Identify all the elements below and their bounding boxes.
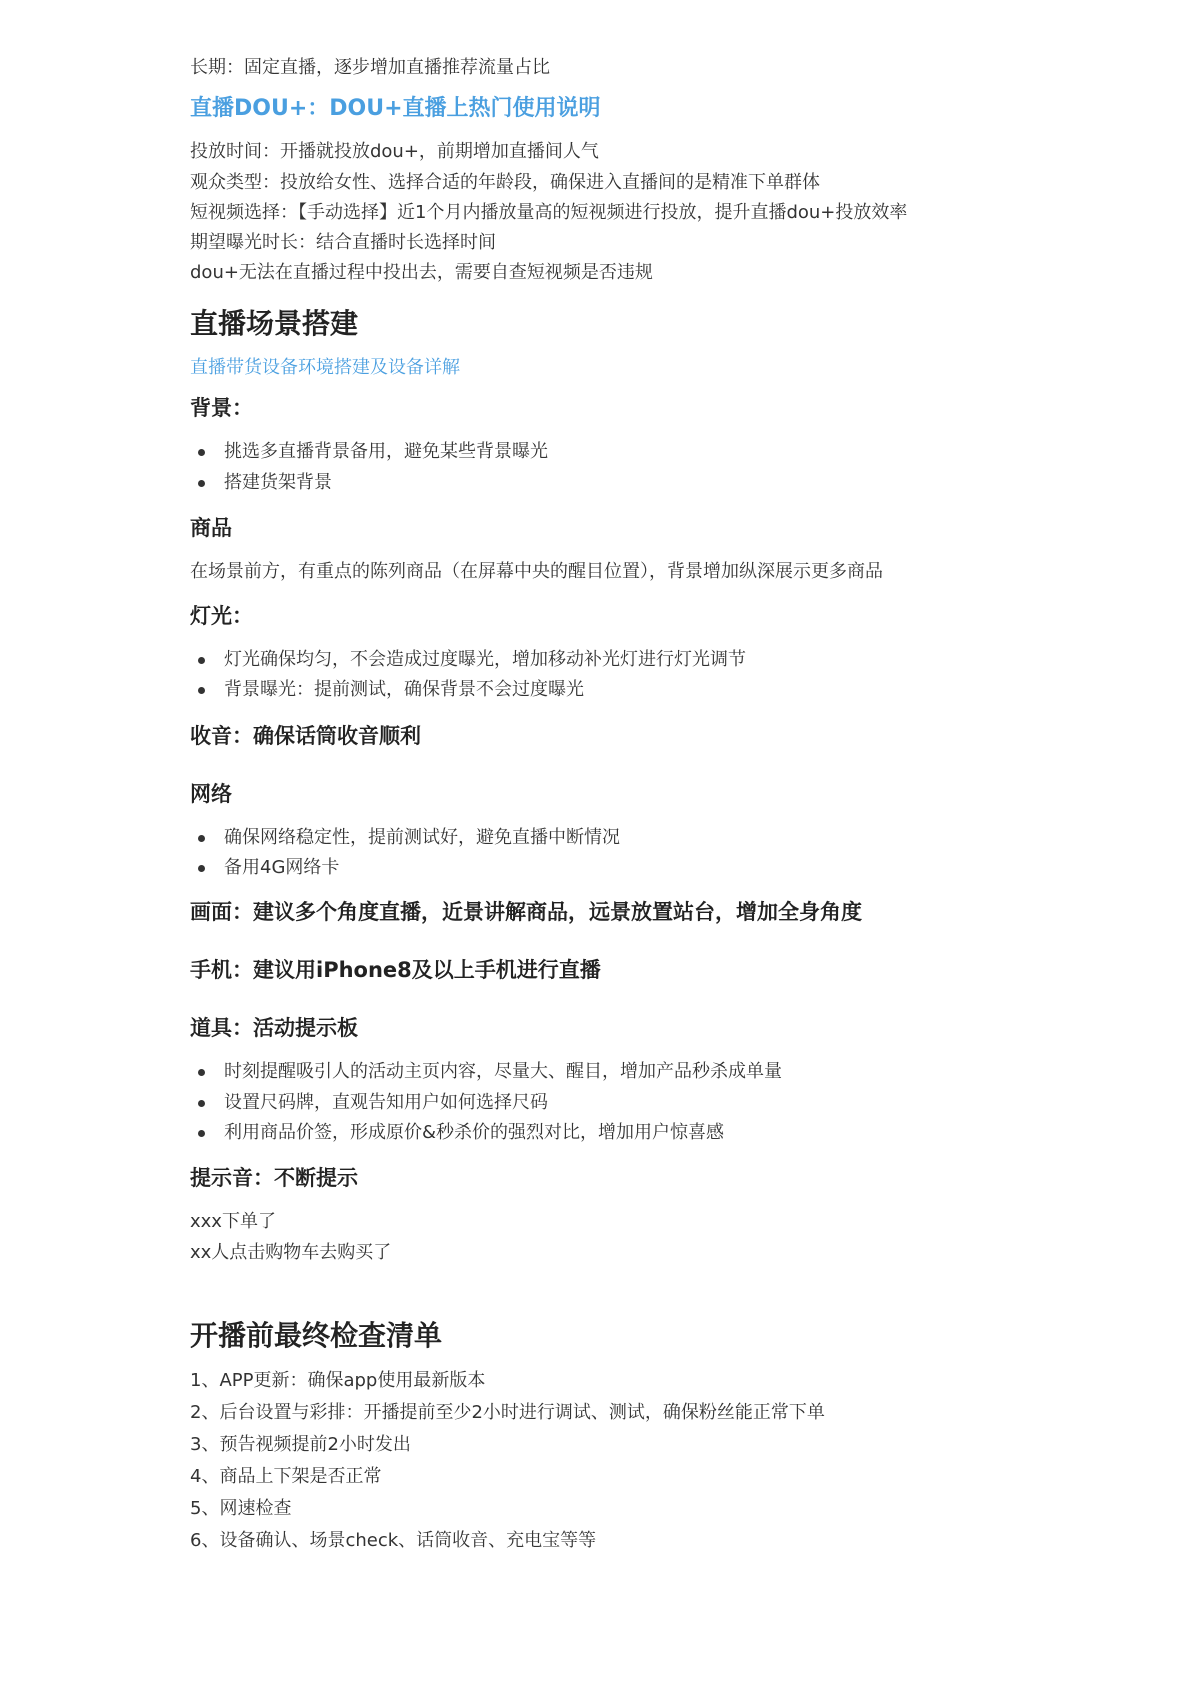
bullet-icon xyxy=(198,1130,205,1137)
list-item xyxy=(190,648,746,672)
audio-heading: 收音：确保话筒收音顺利 xyxy=(190,724,421,748)
picture-heading: 画面：建议多个角度直播，近景讲解商品，远景放置站台，增加全身角度 xyxy=(190,900,862,924)
checklist-item-preview: 3、预告视频提前2小时发出 xyxy=(190,1434,411,1455)
prompt-line-order: xxx下单了 xyxy=(190,1211,276,1232)
checklist-item-goods: 4、商品上下架是否正常 xyxy=(190,1466,382,1487)
prompt-line-cart: xx人点击购物车去购买了 xyxy=(190,1242,392,1263)
lighting-heading: 灯光： xyxy=(190,604,253,628)
list-item-text: 时刻提醒吸引人的活动主页内容，尽量大、醒目，增加产品秒杀成单量 xyxy=(224,1061,782,1082)
list-item xyxy=(190,1091,548,1115)
list-item xyxy=(190,1121,724,1145)
dou-line-video: 短视频选择：【手动选择】近1个月内播放量高的短视频进行投放，提升直播dou+投放效率 xyxy=(190,202,908,223)
goods-heading: 商品 xyxy=(190,516,232,540)
checklist-item-network: 5、网速检查 xyxy=(190,1498,292,1519)
list-item-text: 确保网络稳定性，提前测试好，避免直播中断情况 xyxy=(224,827,620,848)
list-item-text: 备用4G网络卡 xyxy=(224,857,340,878)
checklist-item-backend: 2、后台设置与彩排：开播提前至少2小时进行调试、测试，确保粉丝能正常下单 xyxy=(190,1402,825,1423)
list-item xyxy=(190,678,584,702)
dou-line-note: dou+无法在直播过程中投出去，需要自查短视频是否违规 xyxy=(190,262,653,283)
list-item-text: 挑选多直播背景备用，避免某些背景曝光 xyxy=(224,441,548,462)
bullet-icon xyxy=(198,480,205,487)
props-heading: 道具：活动提示板 xyxy=(190,1016,358,1040)
list-item xyxy=(190,826,620,850)
bullet-icon xyxy=(198,657,205,664)
dou-line-duration: 期望曝光时长：结合直播时长选择时间 xyxy=(190,232,496,253)
checklist-title: 开播前最终检查清单 xyxy=(190,1319,443,1352)
dou-heading-link[interactable]: 直播DOU+：DOU+直播上热门使用说明 xyxy=(190,96,601,121)
bullet-icon xyxy=(198,1069,205,1076)
goods-text: 在场景前方，有重点的陈列商品（在屏幕中央的醒目位置），背景增加纵深展示更多商品 xyxy=(190,561,883,582)
prompt-heading: 提示音：不断提示 xyxy=(190,1166,358,1190)
bullet-icon xyxy=(198,449,205,456)
list-item xyxy=(190,471,332,495)
list-item xyxy=(190,1060,782,1084)
list-item xyxy=(190,440,548,464)
checklist-item-app: 1、APP更新：确保app使用最新版本 xyxy=(190,1370,486,1391)
list-item-text: 灯光确保均匀，不会造成过度曝光，增加移动补光灯进行灯光调节 xyxy=(224,649,746,670)
dou-line-time: 投放时间：开播就投放dou+，前期增加直播间人气 xyxy=(190,141,599,162)
list-item-text: 搭建货架背景 xyxy=(224,472,332,493)
bullet-icon xyxy=(198,835,205,842)
list-item-text: 背景曝光：提前测试，确保背景不会过度曝光 xyxy=(224,679,584,700)
phone-heading: 手机：建议用iPhone8及以上手机进行直播 xyxy=(190,958,601,982)
checklist-item-devices: 6、设备确认、场景check、话筒收音、充电宝等等 xyxy=(190,1530,597,1551)
bullet-icon xyxy=(198,687,205,694)
list-item-text: 设置尺码牌，直观告知用户如何选择尺码 xyxy=(224,1092,548,1113)
scene-title: 直播场景搭建 xyxy=(190,307,359,340)
list-item-text: 利用商品价签，形成原价&秒杀价的强烈对比，增加用户惊喜感 xyxy=(224,1122,725,1143)
bullet-icon xyxy=(198,1100,205,1107)
background-heading: 背景： xyxy=(190,396,253,420)
bullet-icon xyxy=(198,865,205,872)
dou-line-audience: 观众类型：投放给女性、选择合适的年龄段，确保进入直播间的是精准下单群体 xyxy=(190,172,820,193)
list-item xyxy=(190,856,339,880)
scene-equipment-link[interactable]: 直播带货设备环境搭建及设备详解 xyxy=(190,357,460,378)
long-term-line: 长期：固定直播，逐步增加直播推荐流量占比 xyxy=(190,57,550,78)
network-heading: 网络 xyxy=(190,782,232,806)
